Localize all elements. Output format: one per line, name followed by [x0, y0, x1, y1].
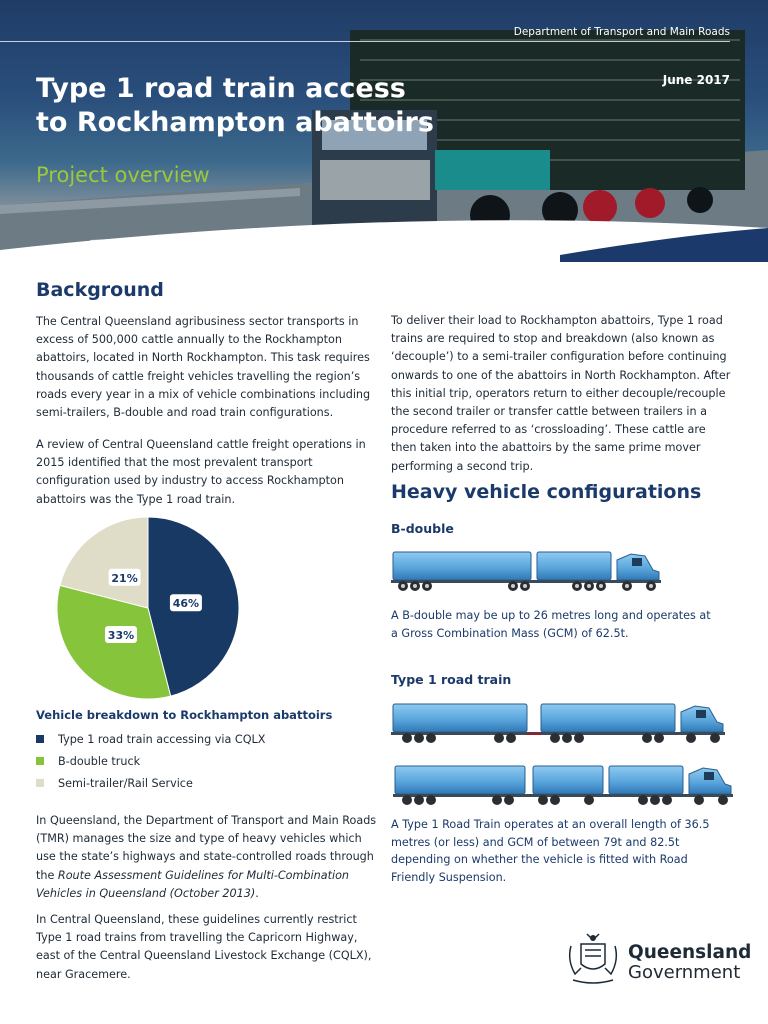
guidelines-title: Route Assessment Guidelines for Multi-Combination Vehicles in Queensland (October 2013) [36, 868, 350, 900]
chart-legend-title: Vehicle breakdown to Rockhampton abattoirs [36, 708, 333, 722]
publication-date: June 2017 [662, 73, 730, 87]
paragraph-text-end: . [255, 886, 259, 900]
pie-data-label-0 [170, 594, 202, 611]
queensland-coat-of-arms-icon [563, 930, 623, 988]
pie-label-text: 33% [107, 629, 135, 643]
pie-data-label-2 [109, 569, 141, 586]
header-divider [0, 41, 730, 42]
vehicle-breakdown-pie-chart [50, 515, 250, 705]
legend-swatch-semi-trailer [36, 779, 44, 787]
road-train-two-trailer-icon [391, 700, 726, 746]
background-paragraph-2: A review of Central Queensland cattle freight operations in 2015 identified that the most prevalent transport configuration used by industry to access Rockhampton abattoirs was the Type 1 road train. [36, 438, 366, 506]
title-line-1: Type 1 road train access [36, 73, 406, 104]
background-paragraph-1: The Central Queensland agribusiness sector transports in excess of 500,000 cattle annually to the Rockhampton abattoirs, located in North Rockhampton. This task requires thousands of cattle freight vehicles travelling the region’s roads every year in a mix of vehicle combinations including semi-trailers, B-double and road train configurations. [36, 315, 371, 420]
road-train-caption: A Type 1 Road Train operates at an overall length of 36.5 metres (or less) and GCM of between 79t and 82.5t depending on whether the vehicle is fitted with Road Friendly Suspension. [391, 818, 710, 884]
page-title [36, 72, 466, 140]
page-subtitle: Project overview [36, 163, 210, 187]
pie-label-text: 46% [172, 597, 200, 611]
legend-swatch-road-train [36, 735, 44, 743]
qld-logo-line-2: Government [628, 962, 741, 983]
background-heading: Background [36, 279, 164, 301]
b-double-caption: A B-double may be up to 26 metres long and operates at a Gross Combination Mass (GCM) of 62.5t. [391, 609, 711, 640]
department-name: Department of Transport and Main Roads [513, 26, 730, 38]
header-banner [0, 0, 768, 262]
qld-logo-line-1: Queensland [628, 942, 752, 963]
title-line-2: to Rockhampton abattoirs [36, 107, 434, 138]
background-paragraph-4 [36, 812, 381, 903]
legend-label: B-double truck [58, 754, 141, 768]
legend-swatch-b-double [36, 757, 44, 765]
chart-legend [36, 728, 265, 794]
pie-data-label-1 [105, 626, 137, 643]
road-train-heading: Type 1 road train [391, 672, 512, 687]
background-paragraph-5: In Central Queensland, these guidelines currently restrict Type 1 road trains from travelling the Capricorn Highway, east of the Central Queensland Livestock Exchange (CQLX), near Gracemere. [36, 913, 372, 981]
legend-item-road-train [36, 728, 265, 750]
legend-item-b-double [36, 750, 265, 772]
pie-label-text: 21% [111, 571, 138, 585]
legend-label: Type 1 road train accessing via CQLX [58, 732, 266, 746]
background-paragraph-3: To deliver their load to Rockhampton abattoirs, Type 1 road trains are required to stop and breakdown (also known as ‘decouple’) to a semi-trailer configuration before continuing onwards to one of the abattoirs in North Rockhampton. After this initial trip, operators return to either decouple/recouple the second trailer or transfer cattle between trailers in a procedure referred to as ‘crossloading’. These cattle are then taken into the abattoirs by the same prime mover performing a second trip. [391, 314, 731, 473]
heavy-vehicle-heading: Heavy vehicle configurations [391, 481, 702, 503]
paragraph-text: In Queensland, the Department of Transport and Main Roads (TMR) manages the size and type of heavy vehicles which use the state’s highways and state-controlled roads through the [36, 814, 377, 882]
road-train-three-trailer-icon [393, 762, 733, 808]
b-double-heading: B-double [391, 521, 454, 536]
legend-item-semi-trailer [36, 772, 265, 794]
b-double-truck-icon [391, 548, 666, 594]
legend-label: Semi-trailer/Rail Service [58, 776, 193, 790]
